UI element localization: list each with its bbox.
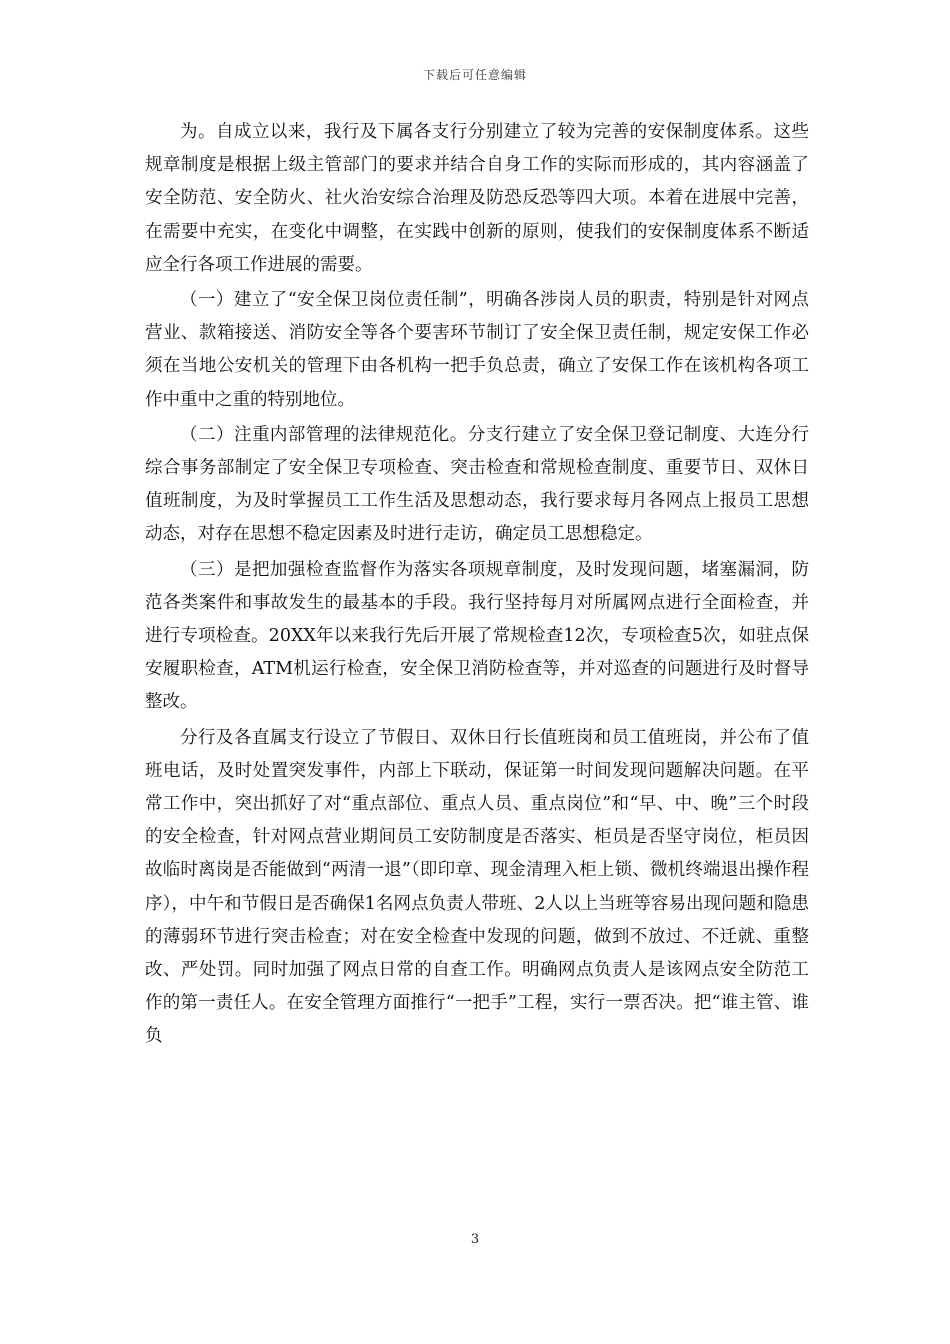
paragraph-4: （三）是把加强检查监督作为落实各项规章制度，及时发现问题，堵塞漏洞，防范各类案件和事故发生的最基本的手段。我行坚持每月对所属网点进行全面检查，并进行专项检查。20XX年以来我行先后开展了常规检查12次，专项检查5次，如驻点保安履职检查，ATM机运行检查，安全保卫消防检查等，并对巡查的问题进行及时督导整改。 <box>145 559 809 713</box>
page-number: 3 <box>470 1232 480 1247</box>
paragraph-2: （一）建立了“安全保卫岗位责任制”，明确各涉岗人员的职责，特别是针对网点营业、款箱接送、消防安全等各个要害环节制订了安全保卫责任制，规定安保工作必须在当地公安机关的管理下由各机构一把手负总责，确立了安保工作在该机构各项工作中重中之重的特别地位。 <box>145 290 809 410</box>
paragraph-3: （二）注重内部管理的法律规范化。分支行建立了安全保卫登记制度、大连分行综合事务部制定了安全保卫专项检查、突击检查和常规检查制度、重要节日、双休日值班制度，为及时掌握员工工作生活及思想动态，我行要求每月各网点上报员工思想动态，对存在思想不稳定因素及时进行走访，确定员工思想稳定。 <box>145 424 809 545</box>
paragraph-1: 为。自成立以来，我行及下属各支行分别建立了较为完善的安保制度体系。这些规章制度是根据上级主管部门的要求并结合自身工作的实际而形成的，其内容涵盖了安全防范、安全防火、社火治安综合治理及防恐反恐等四大项。本着在进展中完善，在需要中充实，在变化中调整，在实践中创新的原则，使我们的安保制度体系不断适应全行各项工作进展的需要。 <box>145 122 809 275</box>
document-body <box>145 116 809 1056</box>
paragraph-5: 分行及各直属支行设立了节假日、双休日行长值班岗和员工值班岗，并公布了值班电话，及时处置突发事件，内部上下联动，保证第一时间发现问题解决问题。在平常工作中，突出抓好了对“重点部位、重点人员、重点岗位”和“早、中、晚”三个时段的安全检查，针对网点营业期间员工安防制度是否落实、柜员是否坚守岗位，柜员因故临时离岗是否能做到“两清一退”（即印章、现金清理入柜上锁、微机终端退出操作程序），中午和节假日是否确保1名网点负责人带班、2人以上当班等容易出现问题和隐患的薄弱环节进行突击检查；对在安全检查中发现的问题，做到不放过、不迁就、重整改、严处罚。同时加强了网点日常的自查工作。明确网点负责人是该网点安全防范工作的第一责任人。在安全管理方面推行“一把手”工程，实行一票否决。把“谁主管、谁负 <box>145 727 809 1047</box>
page-header: 下载后可任意编辑 <box>422 68 527 82</box>
